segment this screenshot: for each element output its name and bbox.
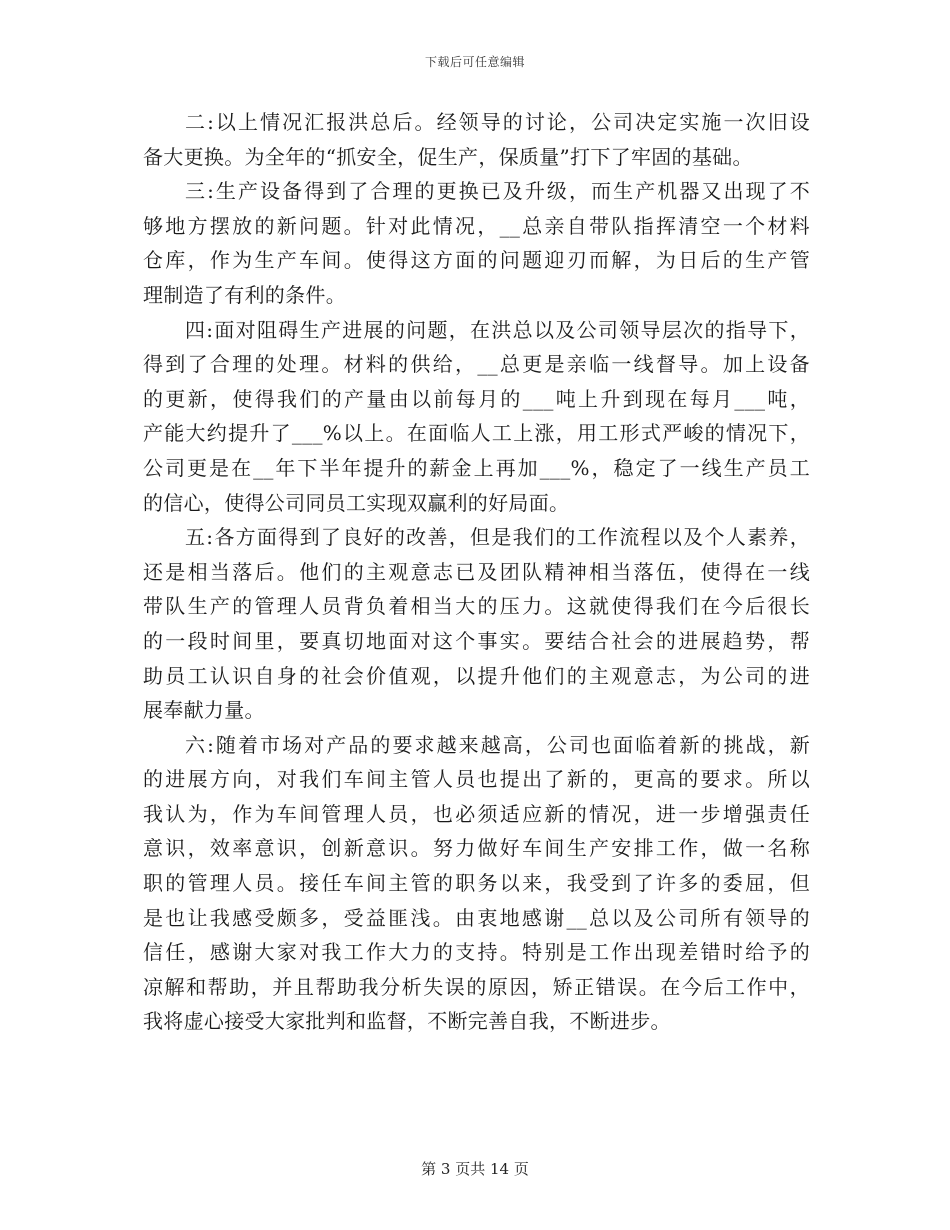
paragraph-5 bbox=[143, 520, 810, 728]
text-line: 得到了合理的处理。材料的供给，__总更是亲临一线督导。加上设备 bbox=[143, 352, 810, 377]
text-line: 的进展方向，对我们车间主管人员也提出了新的，更高的要求。所以 bbox=[143, 767, 810, 792]
text-line: 意识，效率意识，创新意识。努力做好车间生产安排工作，做一名称 bbox=[143, 836, 810, 861]
text-line: 三:生产设备得到了合理的更换已及升级，而生产机器又出现了不 bbox=[185, 179, 810, 204]
text-line: 助员工认识自身的社会价值观，以提升他们的主观意志，为公司的进 bbox=[143, 663, 810, 688]
text-line: 够地方摆放的新问题。针对此情况，__总亲自带队指挥清空一个材料 bbox=[143, 213, 810, 238]
text-line: 带队生产的管理人员背负着相当大的压力。这就使得我们在今后很长 bbox=[143, 594, 810, 619]
text-line: 的更新，使得我们的产量由以前每月的___吨上升到现在每月___吨， bbox=[143, 386, 810, 411]
text-line: 二:以上情况汇报洪总后。经领导的讨论，公司决定实施一次旧设 bbox=[185, 110, 810, 134]
text-line: 五:各方面得到了良好的改善，但是我们的工作流程以及个人素养， bbox=[185, 525, 810, 550]
text-line: 我将虚心接受大家批判和监督，不断完善自我，不断进步。 bbox=[143, 1009, 671, 1034]
text-line: 的信心，使得公司同员工实现双赢利的好局面。 bbox=[143, 490, 570, 515]
paragraph-3 bbox=[143, 174, 810, 312]
text-line: 理制造了有利的条件。 bbox=[143, 282, 346, 307]
paragraph-6 bbox=[143, 728, 810, 1039]
text-line: 备大更换。为全年的“抓安全，促生产，保质量”打下了牢固的基础。 bbox=[143, 144, 753, 169]
text-line: 是也让我感受颇多，受益匪浅。由衷地感谢__总以及公司所有领导的 bbox=[143, 905, 810, 930]
text-line: 还是相当落后。他们的主观意志已及团队精神相当落伍，使得在一线 bbox=[143, 559, 810, 584]
text-line: 仓库，作为生产车间。使得这方面的问题迎刃而解，为日后的生产管 bbox=[143, 248, 810, 273]
text-line: 我认为，作为车间管理人员，也必须适应新的情况，进一步增强责任 bbox=[143, 801, 810, 826]
text-line: 信任，感谢大家对我工作大力的支持。特别是工作出现差错时给予的 bbox=[143, 940, 810, 965]
paragraph-2 bbox=[143, 105, 810, 174]
text-line: 四:面对阻碍生产进展的问题，在洪总以及公司领导层次的指导下， bbox=[185, 317, 810, 342]
text-line: 产能大约提升了___%以上。在面临人工上涨，用工形式严峻的情况下， bbox=[143, 421, 810, 446]
text-line: 展奉献力量。 bbox=[143, 698, 265, 723]
text-line: 六:随着市场对产品的要求越来越高，公司也面临着新的挑战，新 bbox=[185, 732, 810, 757]
text-line: 凉解和帮助，并且帮助我分析失误的原因，矫正错误。在今后工作中， bbox=[143, 974, 810, 999]
text-line: 公司更是在__年下半年提升的薪金上再加___%，稳定了一线生产员工 bbox=[143, 455, 810, 480]
document-body bbox=[143, 105, 810, 1039]
text-line: 职的管理人员。接任车间主管的职务以来，我受到了许多的委屈，但 bbox=[143, 871, 810, 896]
page-footer: 第 3 页共 14 页 bbox=[421, 1160, 529, 1178]
text-line: 的一段时间里，要真切地面对这个事实。要结合社会的进展趋势，帮 bbox=[143, 628, 810, 653]
paragraph-4 bbox=[143, 313, 810, 521]
page-header: 下载后可任意编辑 bbox=[424, 55, 525, 69]
